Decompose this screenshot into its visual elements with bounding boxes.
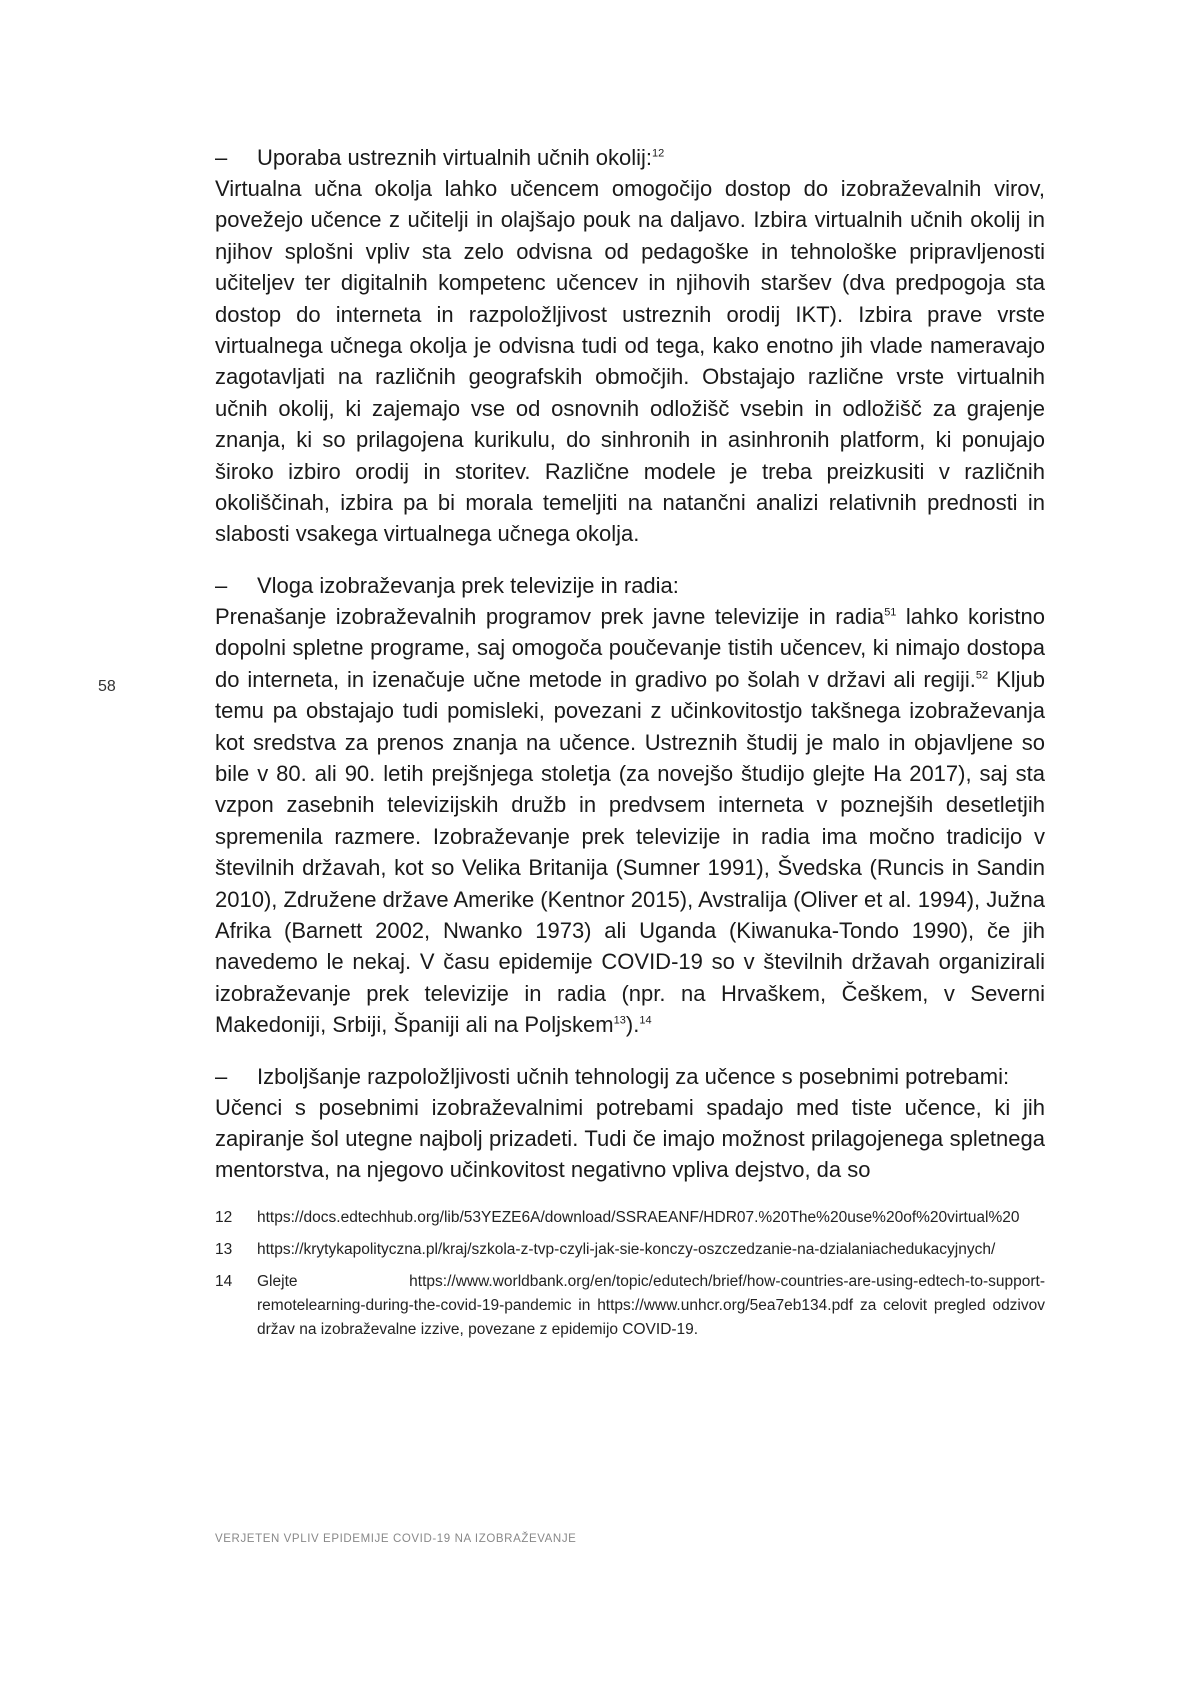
heading-text: Uporaba ustreznih virtualnih učnih okolij:	[257, 145, 652, 170]
main-content	[215, 142, 1045, 1350]
list-dash: –	[215, 572, 228, 598]
footnote-item	[215, 1206, 1045, 1230]
section-paragraph: Virtualna učna okolja lahko učencem omogočijo dostop do izobraževalnih virov, povežejo učence z učitelji in olajšajo pouk na daljavo. Izbira virtualnih učnih okolij in njihov splošni vpliv sta zelo odvisna od pedagoške in tehnološke pripravljenosti učiteljev ter digitalnih kompetenc učencev in njihovih staršev (dva predpogoja sta dostop do interneta in razpoložljivost ustreznih orodij IKT). Izbira prave vrste virtualnega učnega okolja je odvisna tudi od tega, kako enotno jih vlade nameravajo zagotavljati na različnih geografskih območjih. Obstajajo različne vrste virtualnih učnih okolij, ki zajemajo vse od osnovnih odložišč vsebin in odložišč za grajenje znanja, ki so prilagojena kurikulu, do sinhronih in asinhronih platform, ki ponujajo široko izbiro orodij in storitev. Različne modele je treba preizkusiti v različnih okoliščinah, izbira pa bi morala temeljiti na natančni analizi relativnih prednosti in slabosti vsakega virtualnega učnega okolja.	[215, 176, 1045, 547]
running-footer: VERJETEN VPLIV EPIDEMIJE COVID-19 NA IZOBRAŽEVANJE	[215, 1533, 577, 1545]
section-heading	[215, 1061, 1045, 1092]
footnote-link[interactable]: https://docs.edtechhub.org/lib/53YEZE6A/download/SSRAEANF/HDR07.%20The%20use%20of%20virtual%20	[257, 1208, 1020, 1226]
footnote-ref[interactable]: 52	[975, 669, 989, 682]
footnote-ref[interactable]: 14	[639, 1014, 652, 1027]
section-heading	[215, 142, 1045, 173]
list-dash: –	[215, 1063, 228, 1089]
footnote-item	[215, 1238, 1045, 1262]
section-tv-radio	[215, 570, 1045, 1041]
footnote-ref[interactable]: 13	[613, 1014, 626, 1027]
footnote-number: 14	[215, 1272, 233, 1290]
footnote-text[interactable]: Glejte https://www.worldbank.org/en/topic/edutech/brief/how-countries-are-using-edtech-to-support-remotelearning-during-the-covid-19-pandemic in https://www.unhcr.org/5ea7eb134.pdf za celovit pregled odzivov držav na izobraževalne izzive, povezane z epidemijo COVID-19.	[257, 1272, 1045, 1338]
section-paragraph: Učenci s posebnimi izobraževalnimi potrebami spadajo med tiste učence, ki jih zapiranje šol utegne najbolj prizadeti. Tudi če imajo možnost prilagojenega spletnega mentorstva, na njegovo učinkovitost negativno vpliva dejstvo, da so	[215, 1094, 1045, 1183]
footnote-item	[215, 1270, 1045, 1342]
footnote-number: 12	[215, 1208, 233, 1226]
section-heading	[215, 570, 1045, 601]
footnotes	[215, 1206, 1045, 1342]
footnote-ref[interactable]: 12	[652, 147, 665, 160]
footnote-link[interactable]: https://krytykapolityczna.pl/kraj/szkola-z-tvp-czyli-jak-sie-konczy-oszczedzanie-na-dzialaniachedukacyjnych/	[257, 1240, 996, 1258]
heading-text: Izboljšanje razpoložljivosti učnih tehnologij za učence s posebnimi potrebami:	[257, 1063, 1010, 1089]
section-special-needs	[215, 1061, 1045, 1186]
section-paragraph: Prenašanje izobraževalnih programov prek javne televizije in radia$^{51}$ lahko koristno dopolni spletne programe, saj omogoča poučevanje tistih učencev, ki nimajo dostopa do interneta, in izenačuje učne metode in gradivo po šolah v državi ali regiji.$^{52}$ Kljub temu pa obstajajo tudi pomisleki, povezani z učinkovitostjo takšnega izobraževanja kot sredstva za prenos znanja na učence. Ustreznih študij je malo in objavljene so bile v 80. ali 90. letih prejšnjega stoletja (za novejšo študijo glejte Ha 2017), saj sta vzpon zasebnih televizijskih družb in predvsem interneta v poznejših desetletjih spremenila razmere. Izobraževanje prek televizije in radia ima močno tradicijo v številnih državah, kot so Velika Britanija (Sumner 1991), Švedska (Runcis in Sandin 2010), Združene države Amerike (Kentnor 2015), Avstralija (Oliver et al. 1994), Južna Afrika (Barnett 2002, Nwanko 1973) ali Uganda (Kiwanuka-Tondo 1990), če jih navedemo le nekaj. V času epidemije COVID-19 so v številnih državah organizirali izobraževanje prek televizije in radia (npr. na Hrvaškem, Češkem, v Severni Makedoniji, Srbiji, Španiji ali na Poljskem$^{13}$).$^{14}$	[215, 603, 1045, 1038]
footnote-number: 13	[215, 1240, 233, 1258]
footnote-ref[interactable]: 51	[884, 606, 897, 619]
list-dash: –	[215, 145, 228, 170]
heading-text: Vloga izobraževanja prek televizije in radia:	[257, 572, 679, 598]
page-number: 58	[98, 678, 116, 695]
section-virtual-learning	[215, 142, 1045, 550]
